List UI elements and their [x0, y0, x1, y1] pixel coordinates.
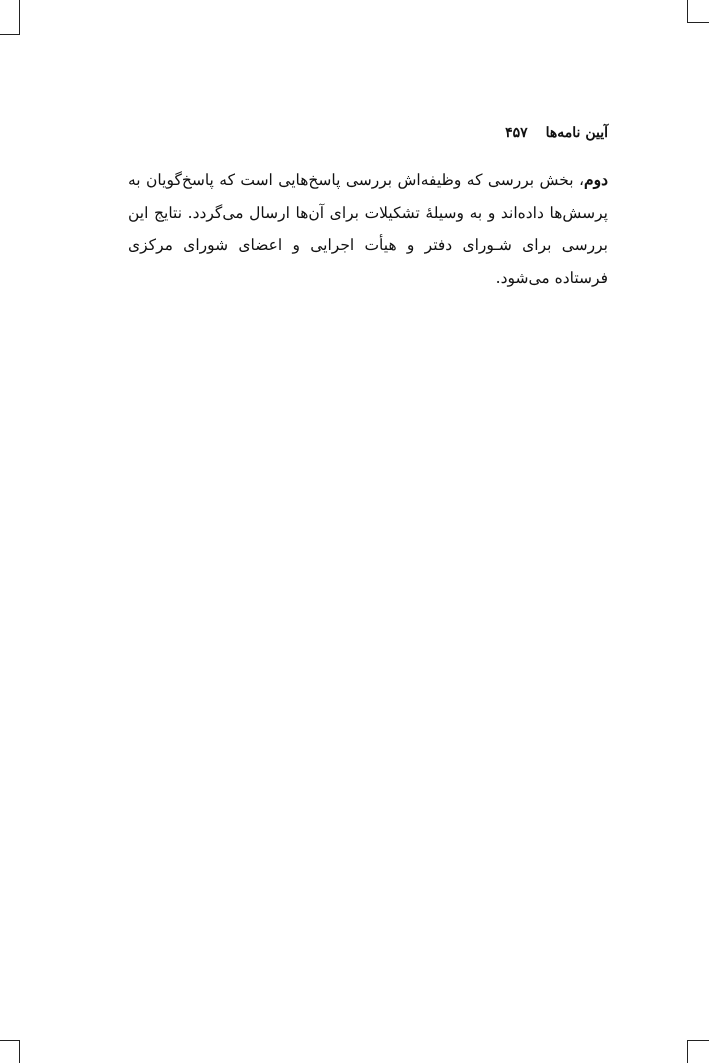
crop-mark — [19, 0, 20, 34]
paragraph-text: ، بخش بررسی که وظیفه‌اش بررسی پاسخ‌هایی است که پاسخ‌گویان به پرسش‌ها داده‌اند و به وسیلهٔ تشکیلات برای آن‌ها ارسال می‌گردد. نتایج این بررسی برای شـورای دفتر و هیأت اجرایی و اعضای شورای مرکزی فرستاده می‌شود. — [128, 171, 608, 287]
running-header — [128, 122, 608, 144]
crop-mark — [687, 1040, 709, 1041]
crop-mark — [687, 0, 688, 22]
crop-mark — [0, 1040, 20, 1041]
running-header-title: آیین نامه‌ها — [545, 125, 608, 141]
crop-mark — [0, 34, 20, 35]
crop-mark — [687, 1040, 688, 1063]
paragraph-lead: دوم — [584, 170, 608, 189]
body-paragraph — [128, 164, 608, 294]
crop-mark — [19, 1040, 20, 1063]
page-number: ۴۵۷ — [505, 125, 528, 141]
crop-mark — [687, 22, 709, 23]
